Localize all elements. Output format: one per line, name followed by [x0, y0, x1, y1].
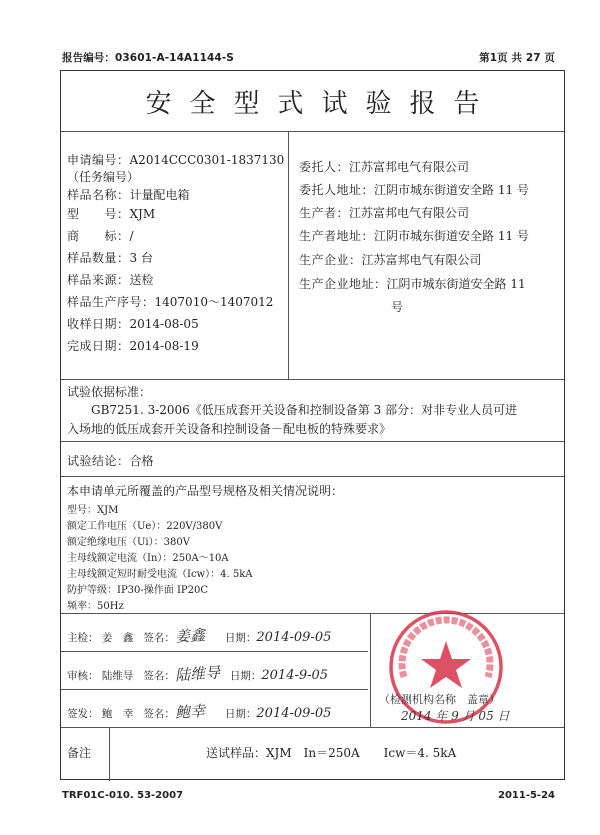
field-label: 商 标： [67, 229, 130, 243]
spec-item: 额定工作电压（Ue）：220V/380V [67, 521, 223, 532]
field-label: 样品来源： [67, 273, 130, 287]
handwritten-signature: 鲍幸 [174, 701, 206, 723]
conclusion-value: 合格 [129, 454, 154, 468]
sign-label: 签名： [143, 670, 175, 682]
column-divider [288, 131, 289, 379]
report-form [60, 70, 565, 780]
report-number [62, 50, 234, 65]
stamp-date: 2014 年 9 月 05 日 [401, 709, 510, 723]
spec-item: 型号：XJM [67, 505, 119, 516]
divider [61, 441, 564, 442]
report-number-label: 报告编号： [62, 52, 115, 64]
role-label: 审核： [67, 670, 99, 682]
field-value: 3 台 [129, 251, 153, 265]
role-label: 主检： [67, 632, 99, 644]
remarks-label: 备注 [67, 746, 92, 760]
form-version-date: 2011-5-24 [497, 790, 555, 801]
spec-item: 频率：50Hz [67, 601, 124, 612]
trademark [67, 227, 134, 244]
field-value: 江阴市城东街道安全路 11 号 [374, 229, 529, 243]
person-name: 姜 鑫 [101, 632, 134, 644]
field-value: 江苏富邦电气有限公司 [349, 206, 470, 220]
receipt-date [67, 315, 199, 332]
spec-item: 主母线额定短时耐受电流（Icw）：4. 5kA [67, 569, 253, 580]
handwritten-signature: 陆维导 [174, 663, 221, 685]
field-value: 1407010～1407012 [154, 295, 274, 309]
person-name: 陆维导 [101, 670, 134, 682]
column-divider [109, 727, 110, 781]
application-no [67, 151, 284, 168]
date-label: 日期： [229, 670, 262, 682]
manufacturer [299, 251, 482, 268]
form-number: TRF01C-010. 53-2007 [62, 790, 184, 801]
person-name: 鲍 幸 [101, 708, 134, 720]
handwritten-date: 2014-09-05 [256, 706, 332, 721]
sample-source [67, 271, 154, 288]
spec-item: 额定绝缘电压（Ui）：380V [67, 537, 190, 548]
field-label: 型 号： [67, 207, 130, 221]
field-value: 江阴市城东街道安全路 11 [386, 277, 526, 291]
signature-row-inspector [67, 625, 331, 646]
handwritten-signature: 姜鑫 [174, 625, 206, 647]
sample-name [67, 186, 190, 203]
sign-label: 签名： [143, 708, 175, 720]
stamp-note: （检测机构名称 盖章） [379, 693, 500, 706]
field-label: 生产者： [299, 206, 350, 220]
report-number-value: 03601-A-14A1144-S [115, 52, 234, 64]
remarks-text: 送试样品：XJM In＝250A Icw＝4. 5kA [206, 746, 457, 760]
field-value: 计量配电箱 [129, 188, 190, 202]
standard-line-2: 入场地的低压成套开关设备和控制设备－配电板的特殊要求》 [67, 422, 392, 436]
field-label: 样品名称： [67, 188, 130, 202]
field-label: 委托人： [299, 160, 350, 174]
field-value: A2014CCC0301-1837130 [129, 153, 285, 167]
field-value: 送检 [129, 273, 154, 287]
producer-address [299, 227, 529, 244]
spec-item: 防护等级：IP30-操作面 IP20C [67, 585, 209, 596]
task-no-label: （任务编号） [67, 170, 140, 184]
field-value: / [129, 229, 134, 243]
serial-number [67, 293, 273, 310]
field-value: 江苏富邦电气有限公司 [361, 253, 482, 267]
field-label: 申请编号： [67, 153, 130, 167]
handwritten-date: 2014-9-05 [261, 668, 329, 683]
divider [61, 379, 564, 380]
field-label: 试验结论： [67, 454, 130, 468]
field-value: XJM [129, 207, 156, 221]
page-info: 第1页 共 27 页 [479, 52, 555, 64]
manufacturer-address-cont: 号 [391, 300, 404, 314]
divider [61, 689, 368, 690]
client-address [299, 181, 529, 198]
field-label: 样品数量： [67, 251, 130, 265]
field-value: 2014-08-19 [129, 339, 199, 353]
field-label: 样品生产序号： [67, 295, 155, 309]
role-label: 签发： [67, 708, 99, 720]
specs-heading: 本申请单元所覆盖的产品型号规格及相关情况说明： [67, 484, 344, 498]
standard-label: 试验依据标准： [67, 385, 152, 399]
manufacturer-address [299, 275, 526, 292]
report-title: 安全型式试验报告 [145, 89, 498, 119]
column-divider [370, 613, 371, 727]
client [299, 158, 469, 175]
field-label: 完成日期： [67, 339, 130, 353]
field-label: 生产企业： [299, 253, 362, 267]
date-label: 日期： [224, 632, 257, 644]
signature-row-reviewer [67, 663, 328, 684]
handwritten-date: 2014-09-05 [256, 630, 332, 645]
completion-date [67, 337, 199, 354]
field-label: 收样日期： [67, 317, 130, 331]
divider [61, 476, 564, 477]
field-label: 生产企业地址： [299, 277, 387, 291]
field-label: 生产者地址： [299, 229, 375, 243]
test-conclusion [67, 452, 154, 469]
field-value: 2014-08-05 [129, 317, 199, 331]
field-value: 江苏富邦电气有限公司 [349, 160, 470, 174]
standard-line-1: GB7251. 3-2006《低压成套开关设备和控制设备第 3 部分：对非专业人员可进 [91, 403, 518, 417]
sample-quantity [67, 249, 153, 266]
sign-label: 签名： [143, 632, 175, 644]
field-value: 江阴市城东街道安全路 11 号 [374, 183, 529, 197]
model [67, 205, 155, 222]
producer [299, 204, 469, 221]
spec-item: 主母线额定电流（In）：250A～10A [67, 553, 229, 564]
field-label: 委托人地址： [299, 183, 375, 197]
signature-row-issuer [67, 701, 331, 722]
star-icon [421, 641, 471, 688]
divider [61, 651, 368, 652]
divider [61, 131, 564, 132]
divider [61, 727, 564, 728]
date-label: 日期： [224, 708, 257, 720]
